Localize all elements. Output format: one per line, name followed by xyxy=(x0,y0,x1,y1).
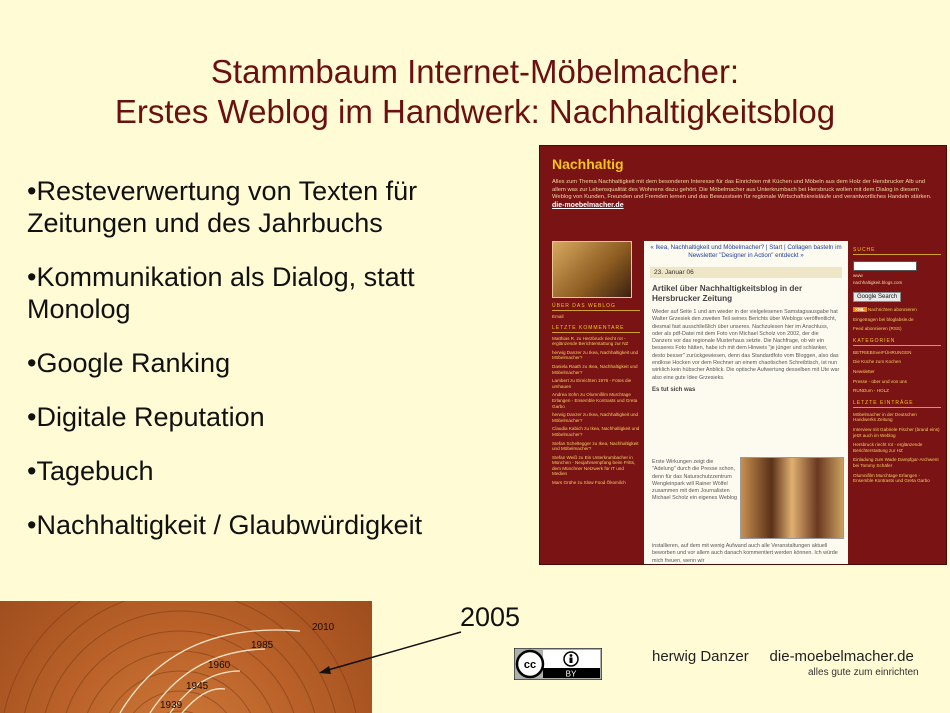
post-date: 23. Januar 06 xyxy=(650,267,842,278)
ring-label-1960: 1960 xyxy=(208,660,231,671)
workshop-photo xyxy=(740,457,844,539)
author-photo xyxy=(552,241,632,298)
cc-by-label: BY xyxy=(565,669,577,679)
post-body: Wieder auf Seite 1 und am wieder in der vielgelesenen Samstagsausgabe hat Walter Grzesiek den zweiten Teil seines Berichts über Weblogs veröffentlicht, diesmal fast ausschließlich über unseres. Nachzulesen hier im Anschluss, oder als pdf-Datei mit dem Foto von Michael Scholz von 2002, der die Danzers vor das regionale Musterhaus setzte. Die Nachfrage, ob wir ein besseres Foto hätten, habe ich mit dem Hinweis "je jünger und schlanker, desto besser" zurückgewiesen, denn das Standardfoto vom Bloggen, also das endlose Hocken vor dem Rechner an einem chaotischen Schreibtisch, ist nun wirklich kein hübscher Anblick. Die optische Aufwertung desselben mit Ute war also eine gute Idee Grzesieks. xyxy=(652,309,840,381)
creative-commons-badge xyxy=(514,648,602,680)
svg-text:cc: cc xyxy=(523,659,537,671)
bullet-item: •Resteverwertung von Texten für Zeitungen und des Jahrbuchs xyxy=(27,176,418,238)
slide-title-line-2: Erstes Weblog im Handwerk: Nachhaltigkeitsblog xyxy=(114,93,836,130)
about-link[interactable]: ÜBER DAS WEBLOG xyxy=(552,303,640,311)
author-and-website: herwig Danzer die-moebelmacher.de xyxy=(652,648,914,665)
subscribe-link[interactable]: Nachrichten abonnieren xyxy=(867,307,917,312)
comment-item[interactable]: Stefan Scheltegger zu Ikea, Nachhaltigkeit und Möbelmacher? xyxy=(552,440,639,452)
comments-heading: LETZTE KOMMENTARE xyxy=(552,325,640,333)
comment-item[interactable]: Lambert zu Einrichten 1976 - Fotos die umhauen xyxy=(552,378,632,389)
subscribe-row xyxy=(853,307,941,313)
blog-left-sidebar xyxy=(552,241,640,561)
bullet-item: •Nachhaltigkeit / Glaubwürdigkeit xyxy=(27,510,423,540)
comment-item[interactable]: herwig Danzer zu Ikea, Nachhaltigkeit und Möbelmacher? xyxy=(552,349,639,361)
categories-heading: KATEGORIEN xyxy=(853,338,941,346)
post-navigation[interactable]: « Ikea, Nachhaltigkeit und Möbelmacher? | Start | Collagen basteln im Newsletter "Designer in Action" entdeckt » xyxy=(650,244,842,259)
comment-item[interactable]: Matthias R. zu Herzbruck riecht rot - erglänzende Berichterstattung zur NZ xyxy=(552,335,629,347)
blog-title: Nachhaltig xyxy=(552,156,624,172)
google-search-button[interactable]: Google Search xyxy=(853,292,901,302)
comment-item[interactable]: Daniela Raath zu Ikea, Nachhaltigkeit und Möbelmacher? xyxy=(552,363,638,375)
blog-right-sidebar xyxy=(853,241,941,561)
ring-label-1985: 1985 xyxy=(251,640,274,651)
ring-label-1945: 1945 xyxy=(186,681,209,692)
search-option-site[interactable]: nachhaltigkeit.blogs.com xyxy=(853,280,903,285)
blog-description xyxy=(552,179,932,210)
search-option-www[interactable]: www xyxy=(853,273,863,278)
email-link[interactable]: Email xyxy=(552,314,564,319)
comment-item[interactable]: Mars Grühe zu Slow Food Ökomilch xyxy=(552,480,626,486)
xml-badge-icon[interactable]: XML xyxy=(855,307,865,312)
comment-item[interactable]: Andrea Sohn zu Olumnifilm Murchtage Erlangen - Ensemble Kontrasts und Greta Garbo xyxy=(552,392,638,409)
recent-posts-heading: LETZTE EINTRÄGE xyxy=(853,400,941,408)
recent-post-item[interactable]: Hersbruck riecht rot - erglänzende Berichterstattung zur HZ xyxy=(853,442,923,453)
bullet-item: •Google Ranking xyxy=(27,348,231,378)
category-item[interactable]: RUNDum - HOLZ xyxy=(853,388,889,394)
blog-main-column xyxy=(644,241,848,565)
category-item[interactable]: Die Küche zum Kochen xyxy=(853,359,902,365)
ring-label-2010: 2010 xyxy=(312,622,335,633)
blog-home-link[interactable]: die-moebelmacher.de xyxy=(552,201,624,209)
comment-item[interactable]: Claudia Kabich zu Ikea, Nachhaltigkeit und Möbelmacher? xyxy=(552,426,640,437)
blog-screenshot xyxy=(539,145,947,565)
post-subheading: Es tut sich was xyxy=(652,386,696,393)
bullet-list xyxy=(27,175,517,563)
recent-post-item[interactable]: Möbelmacher in der Deutschen Handwerks Zeitung xyxy=(853,411,917,423)
post-body-end: installieren, auf dem mit wenig Aufwand auch alle Veranstaltungen aktuell beworben und vor allem auch danach kommentiert werden können. Ich würde mich freuen, wenn wir xyxy=(652,543,838,564)
search-input[interactable] xyxy=(853,261,917,271)
comment-item[interactable]: Stefan Weiß zu Ein Unterkrumbacher in München - Neujahrsempfang beim Fritts, dem Münchner Netzwerk für IT und Medien xyxy=(552,454,636,477)
bullet-item: •Digitale Reputation xyxy=(27,402,265,432)
category-item[interactable]: Newsletter xyxy=(853,368,875,374)
post-title: Artikel über Nachhaltigkeitsblog in der Hersbrucker Zeitung xyxy=(652,284,803,303)
recent-post-item[interactable]: Interview mit Gabriele Fischer (brand eins) jetzt auch im Weblog xyxy=(853,426,940,438)
tagline: alles gute zum einrichten xyxy=(808,667,919,678)
blog-description-text: Alles zum Thema Nachhaltigkeit mit dem besonderen Interesse für das Einrichten mit Küchen und Möbeln aus dem Holz der Hersbrucker Alb und allem was zur Lebensqualität des Wohnens dazu gehört. Die Möbelmacher aus Unterkrumbach bei Hersbruck wollen mit dem Dialog in diesem Weblog von Kunden, Freunden und Fremden lernen und das Bewusstsein für regionale Wirtschaftskreisläufe und verantwortliches Handeln stärken. xyxy=(552,179,932,200)
recent-post-item[interactable]: Einladung zum Wade Dampfgar-Archwent bei Tommy Schäfer xyxy=(853,457,939,468)
post-body-continued: Erste Wirkungen zeigt die "Adelung" durch die Presse schon, denn für das Naturschutzzentrum Wengleinpark will Rainer Wölfel zusammen mit dem Journalisten Michael Scholz ein eigenes Weblog xyxy=(652,459,738,502)
category-item[interactable]: Presse - über und von uns xyxy=(853,378,907,384)
category-item[interactable]: BETRIEBSverFÜHRUNGEN xyxy=(853,349,912,355)
recent-post-item[interactable]: Olumnifilm Murchtage Erlangen - Ensemble Kontrasts und Greta Garbo xyxy=(853,472,930,484)
year-label: 2005 xyxy=(460,602,521,632)
feed-link[interactable]: Feed abonnieren (RSS) xyxy=(853,326,902,332)
bullet-item: •Kommunikation als Dialog, statt Monolog xyxy=(27,262,415,324)
bullet-item: •Tagebuch xyxy=(27,456,154,486)
slide-title-line-1: Stammbaum Internet-Möbelmacher: xyxy=(210,53,740,90)
comment-item[interactable]: herwig Danzer zu Ikea, Nachhaltigkeit und Möbelmacher? xyxy=(552,412,639,423)
ring-label-1939: 1939 xyxy=(160,700,183,711)
search-heading: SUCHE xyxy=(853,247,941,255)
arrow-icon xyxy=(315,628,465,678)
blog-registry-link[interactable]: Eingetragen bei bloglabsle.de xyxy=(853,316,914,322)
